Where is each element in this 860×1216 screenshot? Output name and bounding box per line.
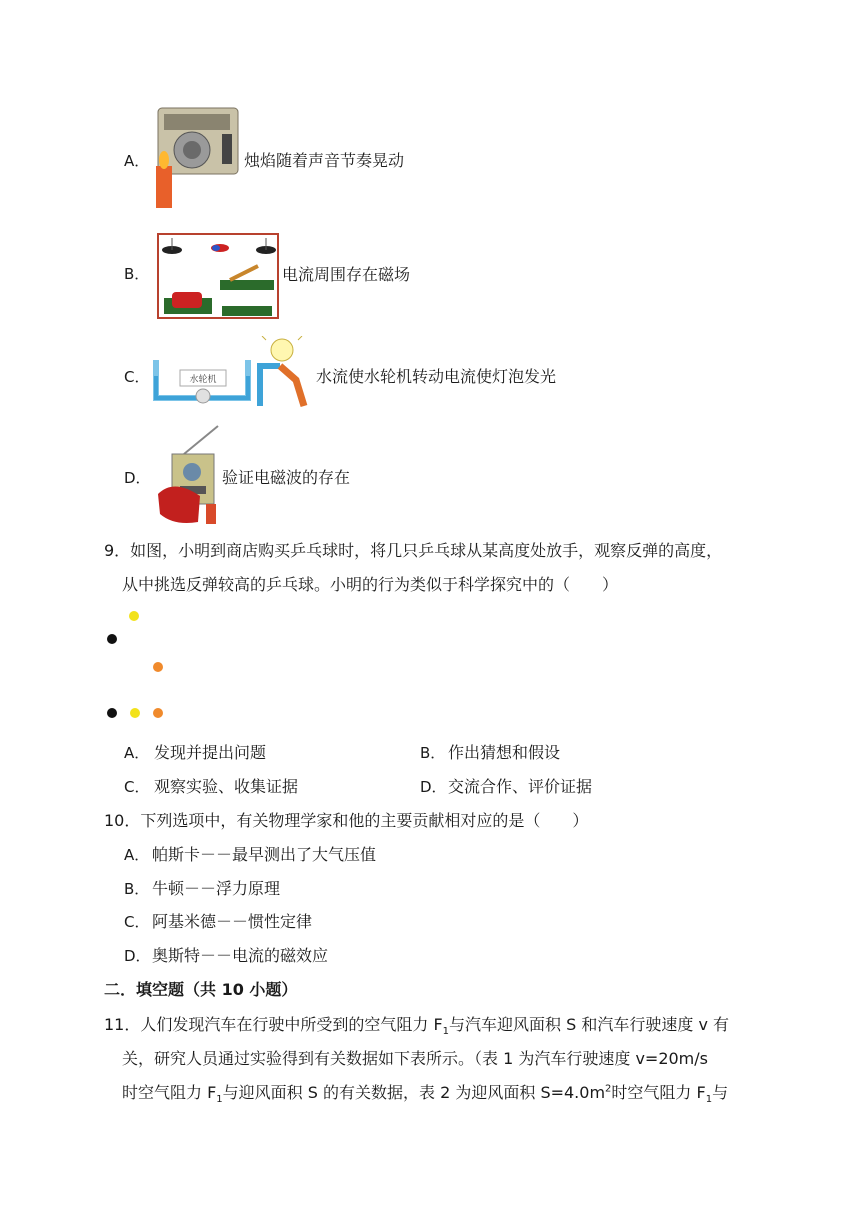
q8-option-d-letter: D． [124, 469, 151, 487]
speaker-candle-illustration [152, 104, 242, 210]
q8-option-c-text: 水流使水轮机转动电流使灯泡发光 [316, 367, 557, 386]
q8-option-a-text: 烛焰随着声音节奏晃动 [244, 151, 405, 170]
section-heading: 二．填空题（共 10 小题） [104, 980, 298, 999]
ball-orange-high [153, 662, 163, 672]
q10-option-d-text: 奥斯特－－电流的磁效应 [152, 946, 329, 965]
q11-line2: 关，研究人员通过实验得到有关数据如下表所示。（表 1 为汽车行驶速度 v=20m/s [122, 1049, 708, 1068]
q10-option-a-letter: A． [124, 846, 150, 864]
q9-option-d-text: 交流合作、评价证据 [448, 777, 593, 796]
q9-option-b-letter: B． [420, 744, 446, 762]
q9-option-c-text: 观察实验、收集证据 [154, 777, 299, 796]
q10-option-b-text: 牛顿－－浮力原理 [152, 879, 281, 898]
q9-option-a-letter: A． [124, 744, 150, 762]
q8-option-a-letter: A． [124, 152, 150, 170]
ball-black-high [107, 634, 117, 644]
ball-yellow-floor [130, 708, 140, 718]
turbine-label: 水轮机 [189, 375, 217, 385]
q10-option-c-text: 阿基米德－－惯性定律 [152, 912, 313, 931]
q10-option-b-letter: B． [124, 880, 150, 898]
q8-option-b-text: 电流周围存在磁场 [282, 265, 411, 284]
q8-option-d-text: 验证电磁波的存在 [222, 468, 351, 487]
q10-option-a-text: 帕斯卡－－最早测出了大气压值 [152, 845, 377, 864]
q10-stem: 10．下列选项中，有关物理学家和他的主要贡献相对应的是（ ） [104, 811, 589, 830]
ping-pong-balls-figure [100, 604, 172, 728]
q10-option-d-letter: D． [124, 947, 151, 965]
q8-option-c-letter: C． [124, 368, 150, 386]
q9-option-d-letter: D． [420, 778, 447, 796]
ball-black-floor [107, 708, 117, 718]
q9-stem-line1: 9．如图，小明到商店购买乒乓球时，将几只乒乓球从某高度处放手，观察反弹的高度， [104, 541, 723, 560]
q9-stem-line2: 从中挑选反弹较高的乒乓球。小明的行为类似于科学探究中的（ ） [122, 575, 619, 594]
ball-orange-floor [153, 708, 163, 718]
radio-hand-illustration [154, 424, 222, 526]
q8-option-b-letter: B． [124, 265, 150, 283]
q11-line1: 11．人们发现汽车在行驶中所受到的空气阻力 $F_1$与汽车迎风面积 S 和汽车行驶速度 v 有 [104, 1015, 730, 1038]
q9-option-c-letter: C． [124, 778, 150, 796]
water-turbine-bulb-illustration [152, 336, 314, 408]
q10-option-c-letter: C． [124, 913, 150, 931]
q9-option-b-text: 作出猜想和假设 [448, 743, 561, 762]
ball-yellow-high [129, 611, 139, 621]
q11-line3: 时空气阻力 $F_1$与迎风面积 S 的有关数据，表 2 为迎风面积 $S=4.0m^2$时空气阻力 $F_1$与 [122, 1083, 729, 1106]
q9-option-a-text: 发现并提出问题 [154, 743, 267, 762]
circuit-compass-illustration [154, 228, 282, 322]
